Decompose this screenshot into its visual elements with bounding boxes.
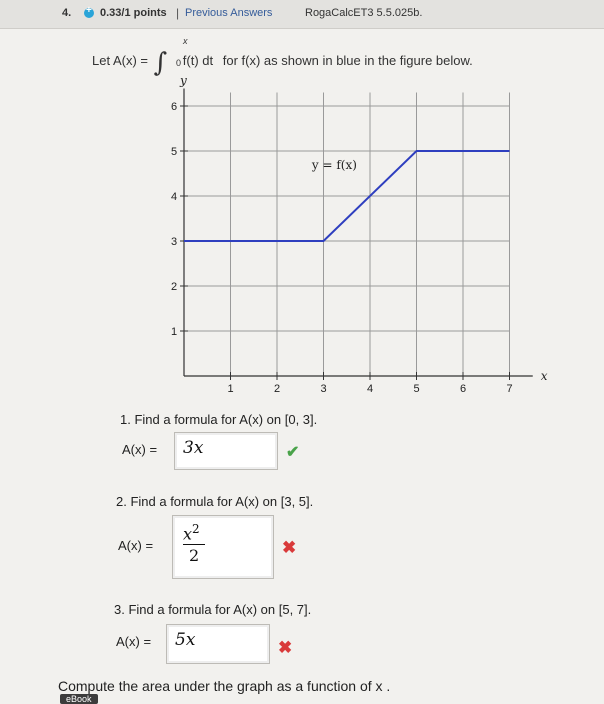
problem-code: RogaCalcET3 5.5.025b. (305, 7, 423, 19)
points-label: 0.33/1 points (100, 7, 167, 19)
question-3-answer-label: A(x) = (116, 634, 152, 649)
ebook-button[interactable]: eBook (60, 694, 98, 704)
x-tick-label: 7 (506, 383, 513, 395)
question-number: 4. (62, 7, 72, 19)
question-3-prompt: 3. Find a formula for A(x) on [5, 7]. (114, 602, 312, 617)
question-1-answer-label: A(x) = (122, 442, 158, 457)
x-tick-label: 5 (413, 383, 420, 395)
x-tick-label: 1 (227, 383, 234, 395)
header-separator: | (176, 6, 180, 20)
integral-symbol: ∫ (153, 48, 168, 78)
question-3-answer-value: 5x (175, 630, 196, 650)
y-tick-label: 6 (171, 101, 178, 113)
x-tick-label: 2 (274, 383, 281, 395)
cross-icon: ✖ (278, 638, 293, 657)
fraction-numerator: $x^2$ (183, 522, 200, 544)
y-axis-label: y (180, 78, 187, 88)
x-tick-label: 3 (320, 383, 327, 395)
question-2-answer-label: A(x) = (118, 538, 154, 553)
problem-statement (92, 36, 473, 78)
y-tick-label: 4 (171, 191, 178, 203)
function-graph (160, 78, 560, 408)
y-tick-label: 3 (171, 236, 178, 248)
check-icon: ✔ (286, 444, 300, 461)
integrand: f(t) dt (182, 53, 214, 68)
y-tick-label: 2 (171, 281, 178, 293)
compute-instruction: Compute the area under the graph as a function of x . (58, 678, 391, 694)
cross-icon: ✖ (282, 538, 297, 557)
fraction-bar (183, 544, 205, 545)
previous-answers-link[interactable]: Previous Answers (185, 7, 273, 19)
x-axis-label: x (540, 369, 548, 383)
question-1-answer-field[interactable] (174, 432, 278, 470)
question-1-answer-value: 3x (183, 438, 204, 458)
integral-lower-limit: 0 (176, 58, 182, 68)
intro-tail: for f(x) as shown in blue in the figure below. (222, 53, 473, 68)
question-2-answer-field[interactable] (172, 515, 274, 579)
question-1-prompt: 1. Find a formula for A(x) on [0, 3]. (120, 412, 318, 427)
question-header (0, 0, 604, 29)
fraction-denominator: 2 (189, 546, 200, 565)
curve-label: y = f(x) (311, 158, 357, 172)
plus-circle-icon[interactable] (84, 8, 94, 18)
x-tick-label: 6 (460, 383, 467, 395)
y-tick-label: 1 (171, 326, 178, 338)
intro-lead: Let A(x) = (92, 53, 148, 68)
y-tick-label: 5 (171, 146, 178, 158)
question-2-prompt: 2. Find a formula for A(x) on [3, 5]. (116, 494, 314, 509)
question-3-answer-field[interactable] (166, 624, 270, 664)
x-tick-label: 4 (367, 383, 374, 395)
integral-upper-limit: x (183, 36, 188, 46)
